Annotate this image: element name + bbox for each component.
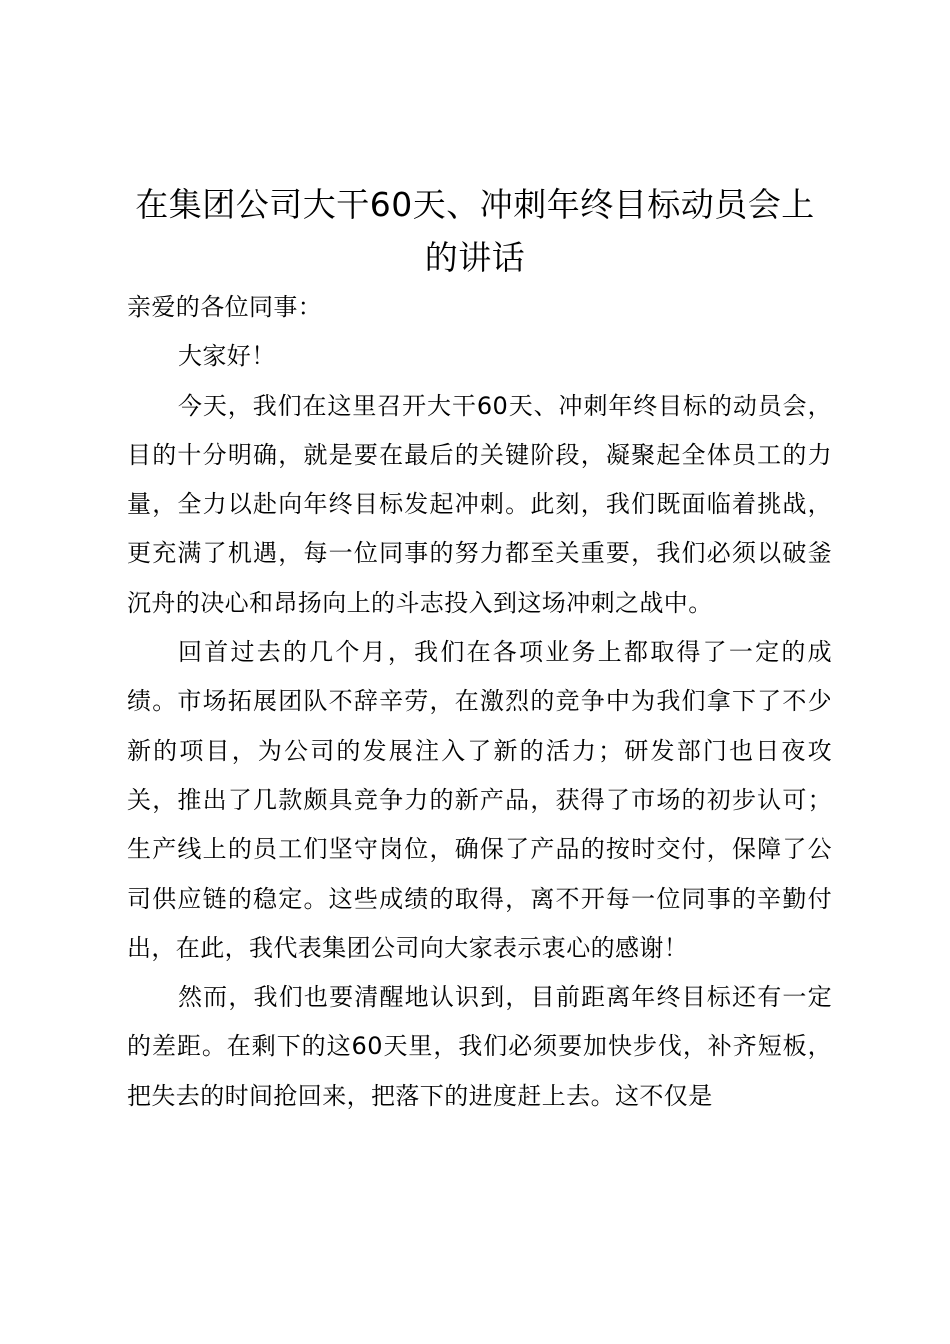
body-paragraph-achievements: 回首过去的几个月，我们在各项业务上都取得了一定的成绩。市场拓展团队不辞辛劳，在激烈的竞争中为我们拿下了不少新的项目，为公司的发展注入了新的活力；研发部门也日夜攻关，推出了几款颇具竞争力的新产品，获得了市场的初步认可；生产线上的员工们坚守岗位，确保了产品的按时交付，保障了公司供应链的稳定。这些成绩的取得，离不开每一位同事的辛勤付出，在此，我代表集团公司向大家表示衷心的感谢！	[127, 638, 832, 962]
greeting-paragraph: 大家好！	[178, 342, 276, 371]
document-body	[127, 283, 832, 1121]
body-paragraph-purpose: 今天，我们在这里召开大干60天、冲刺年终目标的动员会，目的十分明确，就是要在最后的关键阶段，凝聚起全体员工的力量，全力以赴向年终目标发起冲刺。此刻，我们既面临着挑战，更充满了机遇，每一位同事的努力都至关重要，我们必须以破釜沉舟的决心和昂扬向上的斗志投入到这场冲刺之战中。	[127, 391, 832, 617]
body-paragraph-gap: 然而，我们也要清醒地认识到，目前距离年终目标还有一定的差距。在剩下的这60天里，我们必须要加快步伐，补齐短板，把失去的时间抢回来，把落下的进度赶上去。这不仅是	[127, 983, 832, 1110]
document-title: 在集团公司大干60天、冲刺年终目标动员会上的讲话	[135, 185, 815, 277]
salutation: 亲爱的各位同事：	[127, 293, 323, 321]
